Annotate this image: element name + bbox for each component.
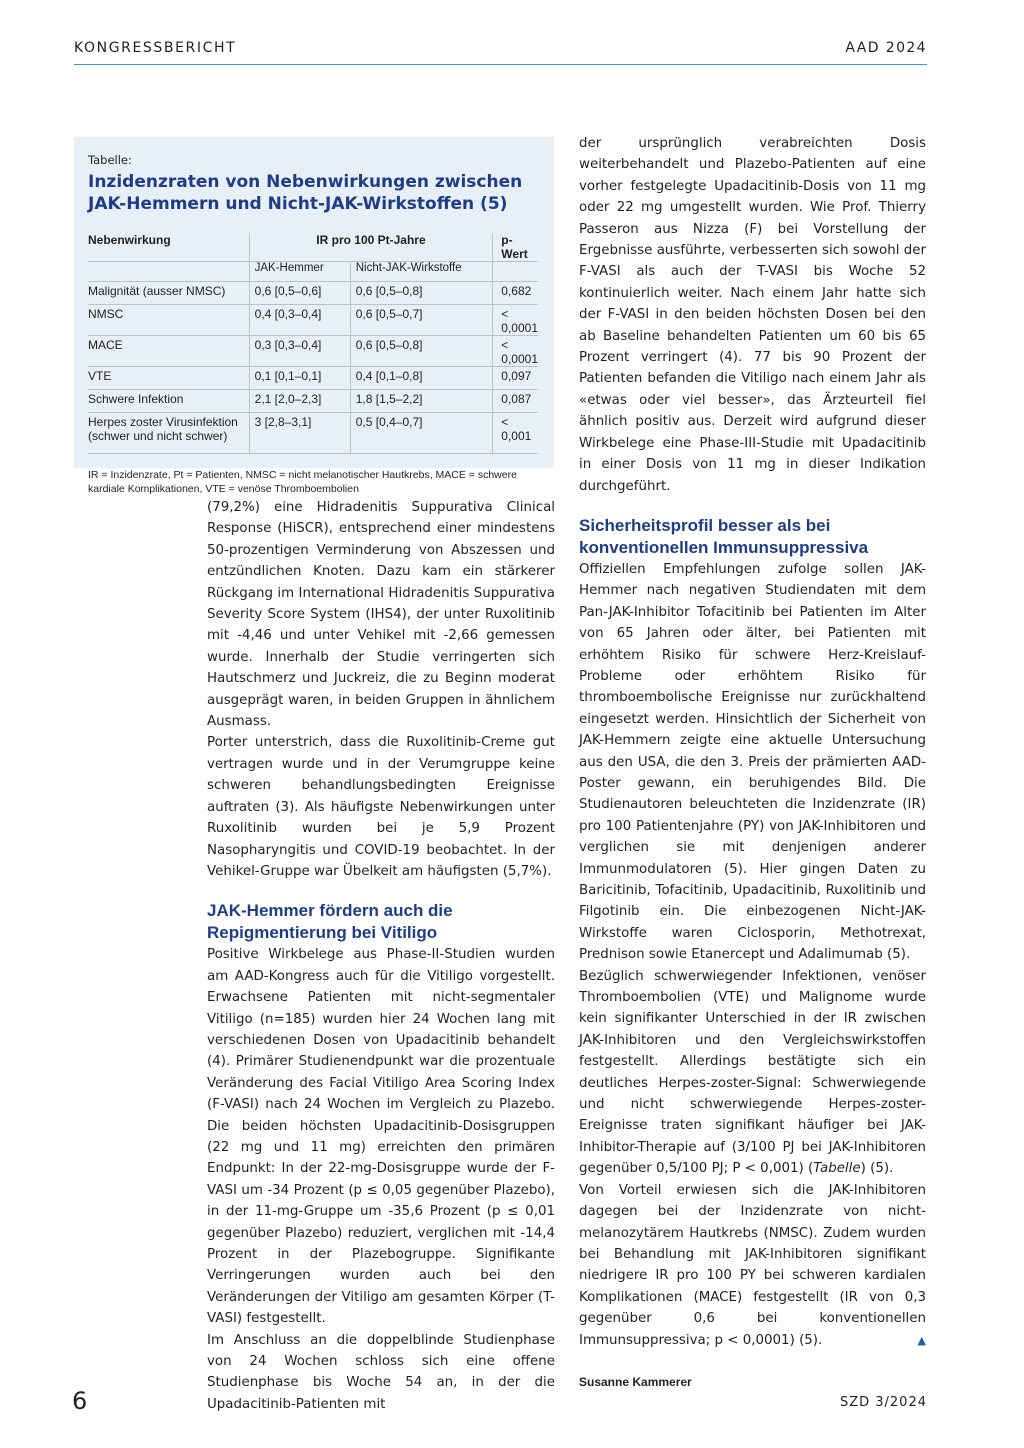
table-cell-p: 0,097 <box>493 367 538 390</box>
table-row <box>88 367 538 390</box>
issue-reference: SZD 3/2024 <box>839 1395 927 1410</box>
table-row <box>88 305 538 336</box>
paragraph: der ursprünglich verabreichten Dosis weiterbehandelt und Plazebo-Patienten auf eine vorher festgelegte Upadacitinib-Dosis von 11 mg oder 22 mg umgestellt wurden. Wie Prof. Thierry Passeron aus Nizza (F) bei Vorstellung der Ergebnisse ausführte, verbesserten sich sowohl der F-VASI als auch der T-VASI bis Woche 52 kontinuierlich weiter. Nach einem Jahr hatte sich der F-VASI in den beiden höchsten Dosen bei den ab Baseline behandelten Patienten um 60 bis 65 Prozent verringert (4). 77 bis 90 Prozent der Patienten befanden die Vitiligo nach einem Jahr als «etwas oder viel besser», das Ärzteurteil fiel ähnlich positiv aus. Derzeit wird aufgrund dieser Wirkbelege eine Phase-III-Studie mit Upadacitinib in einer Dosis von 11 mg in dieser Indikation durchgeführt. <box>579 136 926 494</box>
end-of-article-icon: ▲ <box>917 1333 926 1347</box>
table-subheader-blank <box>88 262 249 282</box>
paragraph <box>579 966 926 1180</box>
table-cell-p: 0,682 <box>493 282 538 305</box>
table-row <box>88 413 538 454</box>
paragraph: Porter unterstrich, dass die Ruxolitinib-Creme gut vertragen wurde und in der Verumgruppe keine schweren behandlungsbedingten Ereignisse auftraten (3). Als häufigste Nebenwirkungen unter Ruxolitinib wurden bei je 5,9 Prozent Nasopharyngitis und COVID-19 beobachtet. In der Vehikel-Gruppe war Übelkeit am häufigsten (5,7%). <box>207 735 555 879</box>
table-cell-p: < 0,0001 <box>493 305 538 336</box>
table-cell-nonjak: 0,6 [0,5–0,8] <box>350 336 493 367</box>
paragraph <box>579 1180 926 1351</box>
table-cell-jak: 2,1 [2,0–2,3] <box>249 390 350 413</box>
right-column <box>579 133 926 1393</box>
table-cell-nonjak: 0,4 [0,1–0,8] <box>350 367 493 390</box>
spacer <box>207 882 555 900</box>
table-cell-jak: 0,6 [0,5–0,6] <box>249 282 350 305</box>
table-cell-nonjak: 0,5 [0,4–0,7] <box>350 413 493 454</box>
paragraph-text: ) (5). <box>860 1161 894 1177</box>
table-reference: Tabelle <box>813 1161 861 1177</box>
table-row <box>88 282 538 305</box>
running-header-event: AAD 2024 <box>845 40 927 56</box>
table-label: Tabelle: <box>88 153 132 167</box>
table-cell-p: < 0,0001 <box>493 336 538 367</box>
table-subheader-jak: JAK-Hemmer <box>249 262 350 282</box>
table-row <box>88 390 538 413</box>
table-cell-name: NMSC <box>88 305 249 336</box>
table-cell-name: Herpes zoster Virusinfektion (schwer und nicht schwer) <box>88 413 249 454</box>
table-subheader-nonjak: Nicht-JAK-Wirkstoffe <box>350 262 493 282</box>
table-cell-p: < 0,001 <box>493 413 538 454</box>
paragraph-text: Bezüglich schwerwiegender Infektionen, venöser Thromboembolien (VTE) und Malignome wurde kein signifikanter Unterschied in der IR zwischen JAK-Inhibitoren und den Vergleichswirkstoffen festgestellt. Allerdings bestätigte sich ein deutliches Herpes-zoster-Signal: Schwerwiegende und nicht schwerwiegende Herpes-zoster-Ereignisse traten signifikant häufiger bei JAK-Inhibitor-Therapie auf (3/100 PJ bei JAK-Inhibitoren gegenüber 0,5/100 PJ; P < 0,001) ( <box>579 968 926 1177</box>
table-cell-name: Malignität (ausser NMSC) <box>88 282 249 305</box>
side-effects-table <box>88 233 538 454</box>
table-cell-nonjak: 0,6 [0,5–0,7] <box>350 305 493 336</box>
section-heading-safety: Sicherheitsprofil besser als bei konventionellen Immunsuppressiva <box>579 515 869 557</box>
table-cell-jak: 0,3 [0,3–0,4] <box>249 336 350 367</box>
paragraph: Im Anschluss an die doppelblinde Studienphase von 24 Wochen schloss sich eine offene Studienphase bis Woche 54 an, in der die Upadacitinib-Patienten mit <box>207 1332 555 1412</box>
table-header-p: p-Wert <box>493 233 538 262</box>
paragraph: Positive Wirkbelege aus Phase-II-Studien wurden am AAD-Kongress auch für die Vitiligo vorgestellt. Erwachsene Patienten mit nicht-segmentaler Vitiligo (n=185) wurden hier 24 Wochen lang mit verschiedenen Dosen von Upadacitinib behandelt (4). Primärer Studienendpunkt war die prozentuale Veränderung des Facial Vitiligo Area Scoring Index (F-VASI) nach 24 Wochen im Vergleich zu Plazebo. Die beiden höchsten Upadacitinib-Dosisgruppen (22 mg und 11 mg) erreichten den primären Endpunkt: In der 22-mg-Dosisgruppe wurde der F-VASI um -34 Prozent (p ≤ 0,05 gegenüber Plazebo), in der 11-mg-Gruppe um -35,6 Prozent (p ≤ 0,01 gegenüber Plazebo) reduziert, verglichen mit -14,4 Prozent in der Plazebogruppe. Signifikante Verringerungen wurden auch bei den Veränderungen der Vitiligo am gesamten Körper (T-VASI) festgestellt. <box>207 947 555 1327</box>
table-cell-nonjak: 0,6 [0,5–0,8] <box>350 282 493 305</box>
table-subheader-blank-p <box>493 262 538 282</box>
table-header-ir: IR pro 100 Pt-Jahre <box>249 233 493 262</box>
table-cell-name: Schwere Infektion <box>88 390 249 413</box>
table-header-effect: Nebenwirkung <box>88 233 249 262</box>
table-footnote: IR = Inzidenzrate, Pt = Patienten, NMSC = nicht melanotischer Hautkrebs, MACE = schwere kardiale Komplikationen, VTE = venöse Thromboembolien <box>88 469 517 495</box>
paragraph-text: Von Vorteil erwiesen sich die JAK-Inhibitoren dagegen bei der Inzidenzrate von nicht-melanozytärem Hautkrebs (NMSC). Zudem wurden bei Behandlung mit JAK-Inhibitoren signifikant niedrigere IR pro 100 PY bei schweren kardialen Komplikationen (MACE) festgestellt (IR von 0,3 gegenüber 0,6 bei konventionellen Immunsuppressiva; p < 0,0001) (5). <box>579 1182 926 1348</box>
table-box <box>74 137 554 495</box>
table-cell-p: 0,087 <box>493 390 538 413</box>
page-number: 6 <box>72 1387 88 1415</box>
table-title: Inzidenzraten von Nebenwirkungen zwischen JAK-Hemmern und Nicht-JAK-Wirkstoffen (5) <box>88 172 523 214</box>
running-header-section: KONGRESSBERICHT <box>74 40 237 56</box>
left-column <box>207 497 555 1415</box>
table-cell-nonjak: 1,8 [1,5–2,2] <box>350 390 493 413</box>
table-cell-name: MACE <box>88 336 249 367</box>
table-cell-jak: 0,4 [0,3–0,4] <box>249 305 350 336</box>
paragraph: (79,2%) eine Hidradenitis Suppurativa Clinical Response (HiSCR), entsprechend einer mindestens 50-prozentigen Verminderung von Abszessen und entzündlichen Knoten. Dazu kam ein stärkerer Rückgang im International Hidradenitis Suppurativa Severity Score System (IHS4), der unter Ruxolitinib mit -4,46 und unter Vehikel mit -2,66 gemessen wurde. Innerhalb der Studie verringerten sich Hautschmerz und Juckreiz, die zu Beginn moderat ausgeprägt waren, in beiden Gruppen in ähnlichem Ausmass. <box>207 500 555 730</box>
table-cell-name: VTE <box>88 367 249 390</box>
table-row <box>88 336 538 367</box>
header-rule <box>74 64 927 65</box>
spacer <box>579 497 926 515</box>
paragraph: Offiziellen Empfehlungen zufolge sollen JAK-Hemmer nach negativen Studiendaten mit dem Pan-JAK-Inhibitor Tofacitinib bei Patienten im Alter von 65 Jahren oder älter, bei Patienten mit erhöhtem Risiko für schwere Herz-Kreislauf-Probleme oder erhöhtem Risiko für thromboembolische Ereignisse nur zurückhaltend eingesetzt werden. Hinsichtlich der Sicherheit von JAK-Hemmern zeigte eine aktuelle Untersuchung aus den USA, die den 3. Preis der prämierten AAD-Poster gewann, ein beruhigendes Bild. Die Studienautoren beleuchteten die Inzidenzrate (IR) pro 100 Patientenjahre (PY) von JAK-Inhibitoren und verglichen sie mit denjenigen anderer Immunmodulatoren (5). Hier gingen Daten zu Baricitinib, Tofacitinib, Upadacitinib, Ruxolitinib und Filgotinib ein. Die einbezogenen Nicht-JAK-Wirkstoffe waren Ciclosporin, Methotrexat, Prednison sowie Etanercept und Adalimumab (5). <box>579 561 926 963</box>
section-heading-vitiligo: JAK-Hemmer fördern auch die Repigmentierung bei Vitiligo <box>207 901 453 943</box>
table-cell-jak: 0,1 [0,1–0,1] <box>249 367 350 390</box>
table-cell-jak: 3 [2,8–3,1] <box>249 413 350 454</box>
author-name: Susanne Kammerer <box>579 1374 692 1389</box>
